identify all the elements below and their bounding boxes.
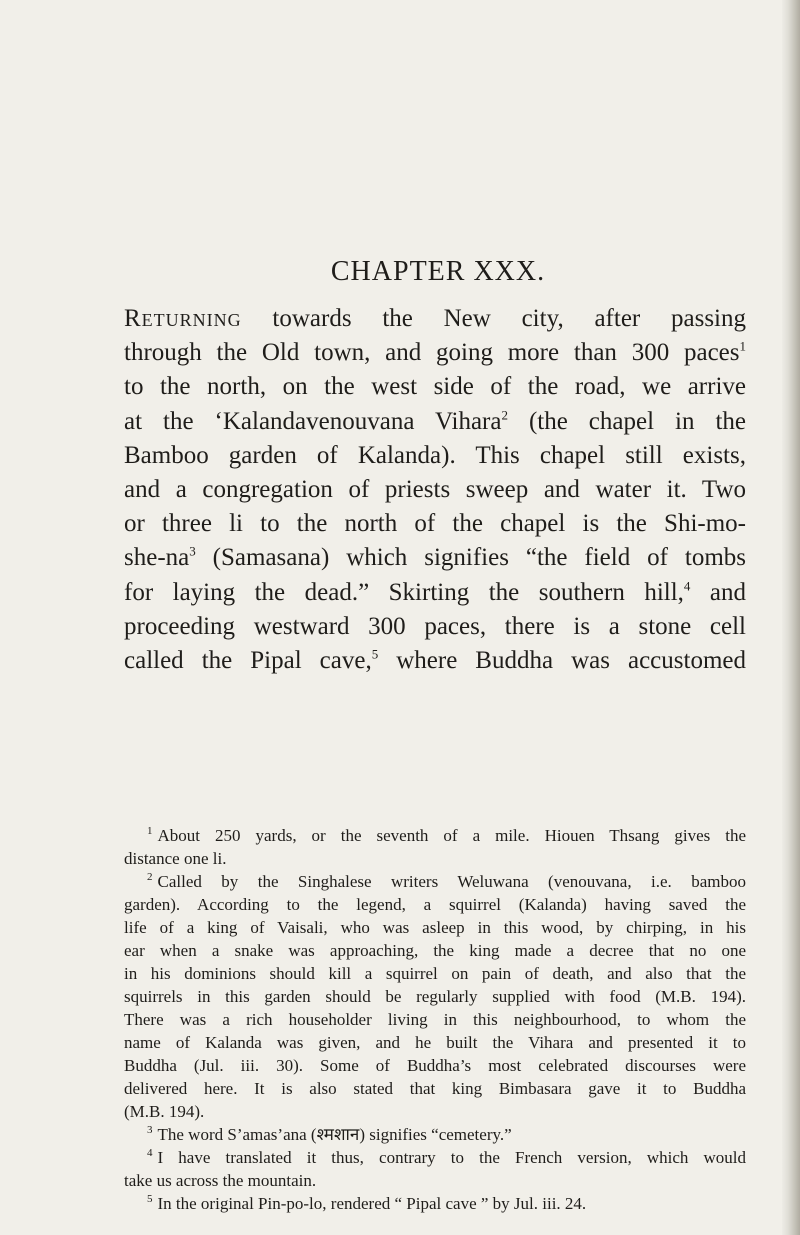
opening-word: Returning (124, 305, 242, 332)
body-line-4: at the ‘Kalandavenouvana Vihara$^2$ (the chapel in the (124, 407, 746, 435)
footnotes (124, 824, 746, 1215)
footnote-1-line-1: $^1$ About 250 yards, or the seventh of a mile. Hiouen Thsang gives the (147, 825, 746, 845)
body-line-11: called the Pipal cave,$^5$ where Buddha was accustomed (124, 646, 746, 675)
footnote-number-4: 4 (147, 1147, 153, 1160)
body-line-1: Returning towards the New city, after passing (124, 305, 746, 332)
footnote-number-5: 5 (147, 1193, 153, 1206)
footnote-number-1: 1 (147, 825, 153, 838)
footnote-4-line-1: $^4$ I have translated it thus, contrary to the French version, which would (147, 1147, 746, 1167)
footnote-number-2: 2 (147, 871, 153, 884)
footnote-2-line-11: (M.B. 194). (124, 1102, 205, 1121)
footnote-1-line-2: distance one li. (124, 849, 227, 868)
footnote-4-line-2: take us across the mountain. (124, 1171, 317, 1190)
footnote-ref-2[interactable]: 2 (501, 407, 508, 423)
body-line-5: Bamboo garden of Kalanda). This chapel still exists, (124, 441, 746, 469)
footnote-2-line-8: name of Kalanda was given, and he built the Vihara and presented it to (124, 1033, 746, 1052)
footnote-2-line-6: squirrels in this garden should be regularly supplied with food (M.B. 194). (124, 987, 746, 1006)
body-line-6: and a congregation of priests sweep and water it. Two (124, 476, 746, 504)
footnote-2-line-2: garden). According to the legend, a squirrel (Kalanda) having saved the (124, 895, 746, 914)
footnote-2-line-5: in his dominions should kill a squirrel on pain of death, and also that the (124, 964, 746, 983)
body-line-7: or three li to the north of the chapel is the Shi-mo- (124, 510, 746, 538)
footnote-ref-4[interactable]: 4 (683, 578, 691, 594)
body-line-3: to the north, on the west side of the road, we arrive (124, 373, 746, 401)
body-line-8: she-$na^3$ (Samasana) which signifies “the field of tombs (124, 544, 746, 572)
footnote-2-line-3: life of a king of Vaisali, who was asleep in this wood, by chirping, in his (124, 918, 746, 937)
footnote-2-line-7: There was a rich householder living in this neighbourhood, to whom the (124, 1010, 746, 1029)
main-text (124, 256, 746, 678)
footnote-number-3: 3 (147, 1124, 153, 1137)
footnote-ref-3[interactable]: 3 (189, 544, 196, 560)
body-line-10: proceeding westward 300 paces, there is a stone cell (124, 612, 746, 640)
footnote-ref-1[interactable]: 1 (739, 338, 746, 354)
page-gutter-shadow (782, 0, 800, 1235)
devanagari-word: श्मशान (316, 1125, 360, 1144)
footnote-3-line-1: $^3$ The word S’amas’ana (श्मशान) signifies “cemetery.” (147, 1124, 512, 1144)
footnote-5-line-1: $^5$ In the original Pin-po-lo, rendered “ Pipal cave ” by Jul. iii. 24. (147, 1193, 587, 1213)
body-line-9: for laying the dead.” Skirting the southern hill,$^4$ and (124, 578, 746, 606)
footnote-2-line-1: $^2$ Called by the Singhalese writers Weluwana (venouvana, i.e. bamboo (147, 871, 746, 891)
footnote-2-line-4: ear when a snake was approaching, the king made a decree that no one (124, 941, 746, 960)
body-line-2: through the Old town, and going more than 300 paces$^1$ (124, 338, 746, 367)
footnote-2-line-9: Buddha (Jul. iii. 30). Some of Buddha’s most celebrated discourses were (124, 1056, 746, 1075)
footnote-2-line-10: delivered here. It is also stated that king Bimbasara gave it to Buddha (124, 1079, 746, 1098)
chapter-title: CHAPTER XXX. (330, 256, 546, 287)
footnote-ref-5[interactable]: 5 (371, 646, 379, 662)
